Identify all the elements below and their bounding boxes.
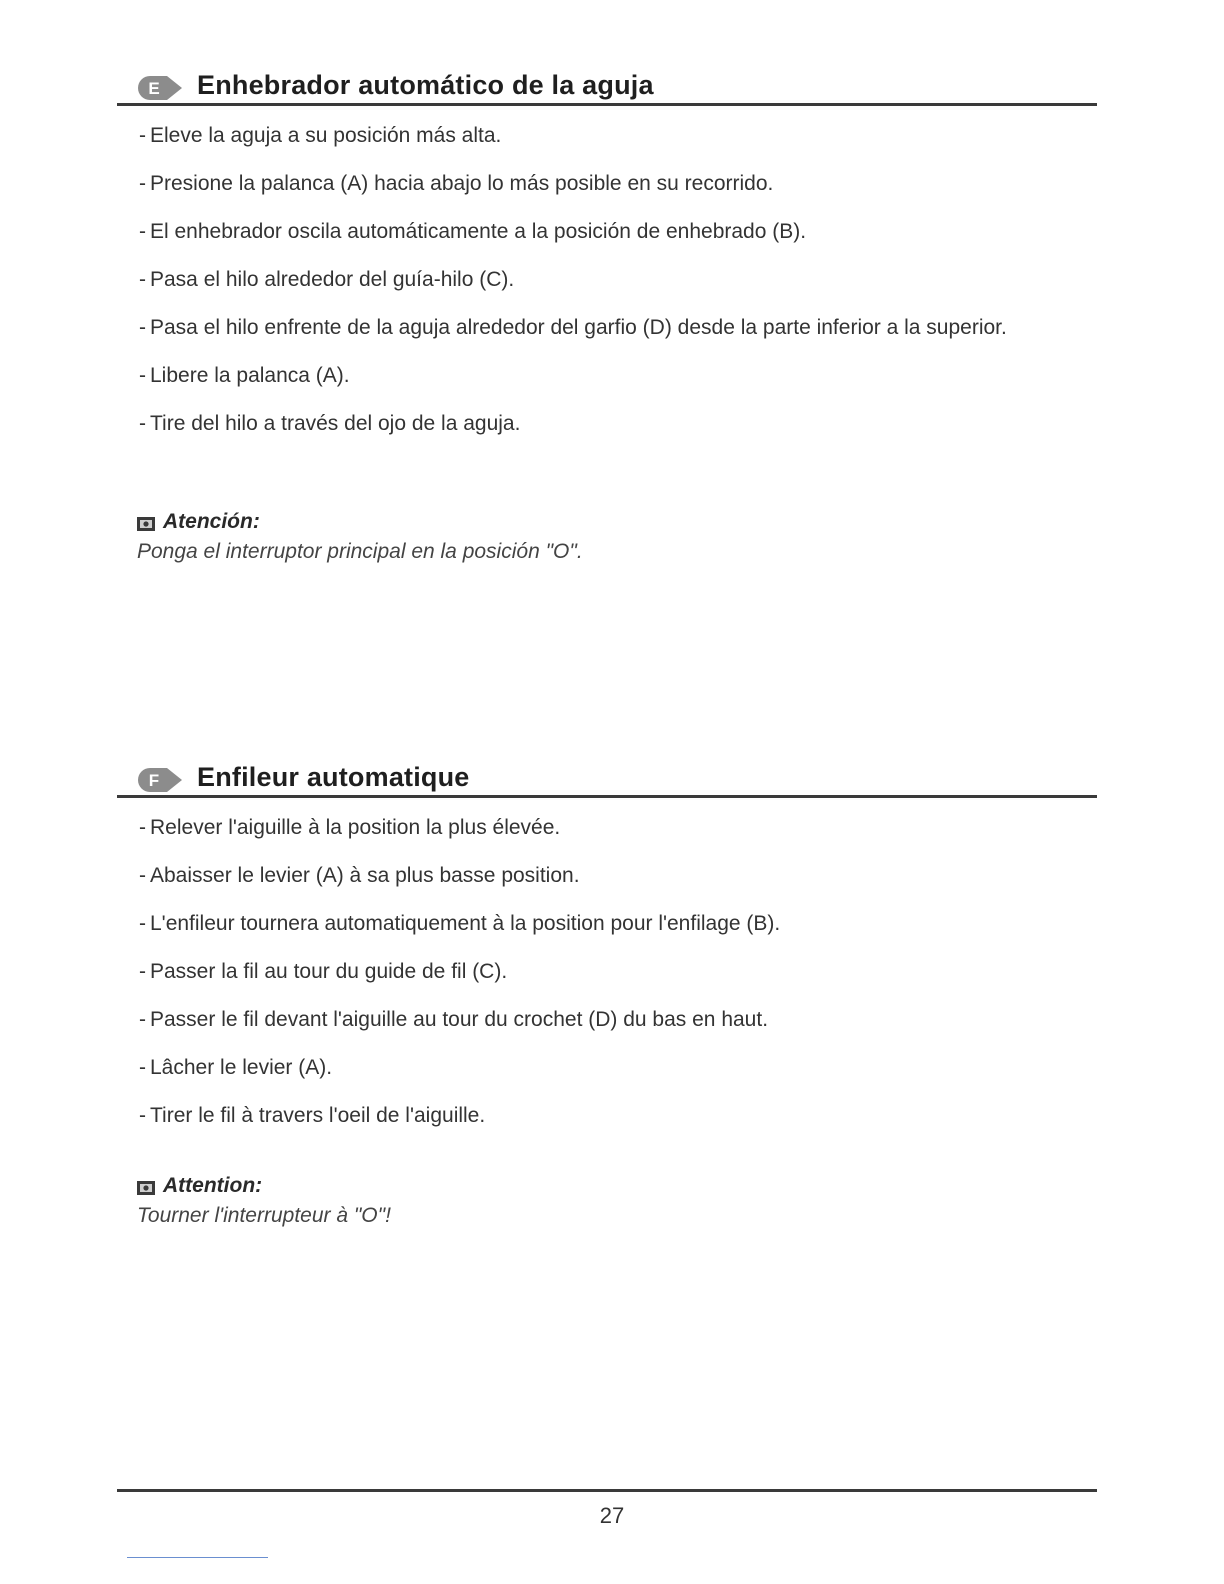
attention-icon: [137, 1181, 155, 1195]
list-item: - Eleve la aguja a su posición más alta.: [139, 124, 502, 147]
list-item: - Tirer le fil à travers l'oeil de l'aiguille.: [139, 1104, 486, 1127]
list-item: - Passer le fil devant l'aiguille au tour du crochet (D) du bas en haut.: [139, 1008, 769, 1031]
section-heading: [117, 762, 1097, 798]
section-title: Enfileur automatique: [197, 762, 470, 792]
attention-note: [137, 510, 1077, 563]
list-item: - L'enfileur tournera automatiquement à la position pour l'enfilage (B).: [139, 912, 781, 935]
language-badge-icon: [137, 75, 183, 101]
corner-line: [127, 1557, 268, 1558]
language-badge-icon: [137, 767, 183, 793]
badge-letter: F: [148, 771, 160, 790]
heading-rule: [117, 795, 1097, 798]
section-spanish: [117, 70, 1097, 563]
section-title: Enhebrador automático de la aguja: [197, 70, 654, 100]
attention-icon: [137, 517, 155, 531]
list-item: - Lâcher le levier (A).: [139, 1056, 333, 1079]
page-number: 27: [599, 1503, 625, 1528]
list-item: - Pasa el hilo alrededor del guía-hilo (C).: [139, 268, 515, 291]
note-text: Tourner l'interrupteur à "O"!: [137, 1204, 391, 1227]
list-item: - Tire del hilo a través del ojo de la aguja.: [139, 412, 521, 435]
list-item: - El enhebrador oscila automáticamente a la posición de enhebrado (B).: [139, 220, 807, 243]
step-list: [117, 814, 1087, 1150]
section-heading: [117, 70, 1097, 106]
list-item: - Libere la palanca (A).: [139, 364, 350, 387]
attention-note: [137, 1174, 1077, 1227]
badge-letter: E: [148, 79, 160, 98]
section-french: [117, 762, 1097, 1227]
note-title: Attention:: [163, 1174, 263, 1197]
step-list: [117, 122, 1087, 458]
list-item: - Abaisser le levier (A) à sa plus basse position.: [139, 864, 580, 887]
list-item: - Presione la palanca (A) hacia abajo lo más posible en su recorrido.: [139, 172, 774, 195]
list-item: - Passer la fil au tour du guide de fil (C).: [139, 960, 508, 983]
list-item: - Relever l'aiguille à la position la plus élevée.: [139, 816, 561, 839]
footer-rule: [117, 1489, 1097, 1492]
note-text: Ponga el interruptor principal en la posición "O".: [137, 540, 583, 563]
list-item: - Pasa el hilo enfrente de la aguja alrededor del garfio (D) desde la parte inferior a la superior.: [139, 316, 1007, 339]
heading-rule: [117, 103, 1097, 106]
note-title: Atención:: [163, 510, 260, 533]
